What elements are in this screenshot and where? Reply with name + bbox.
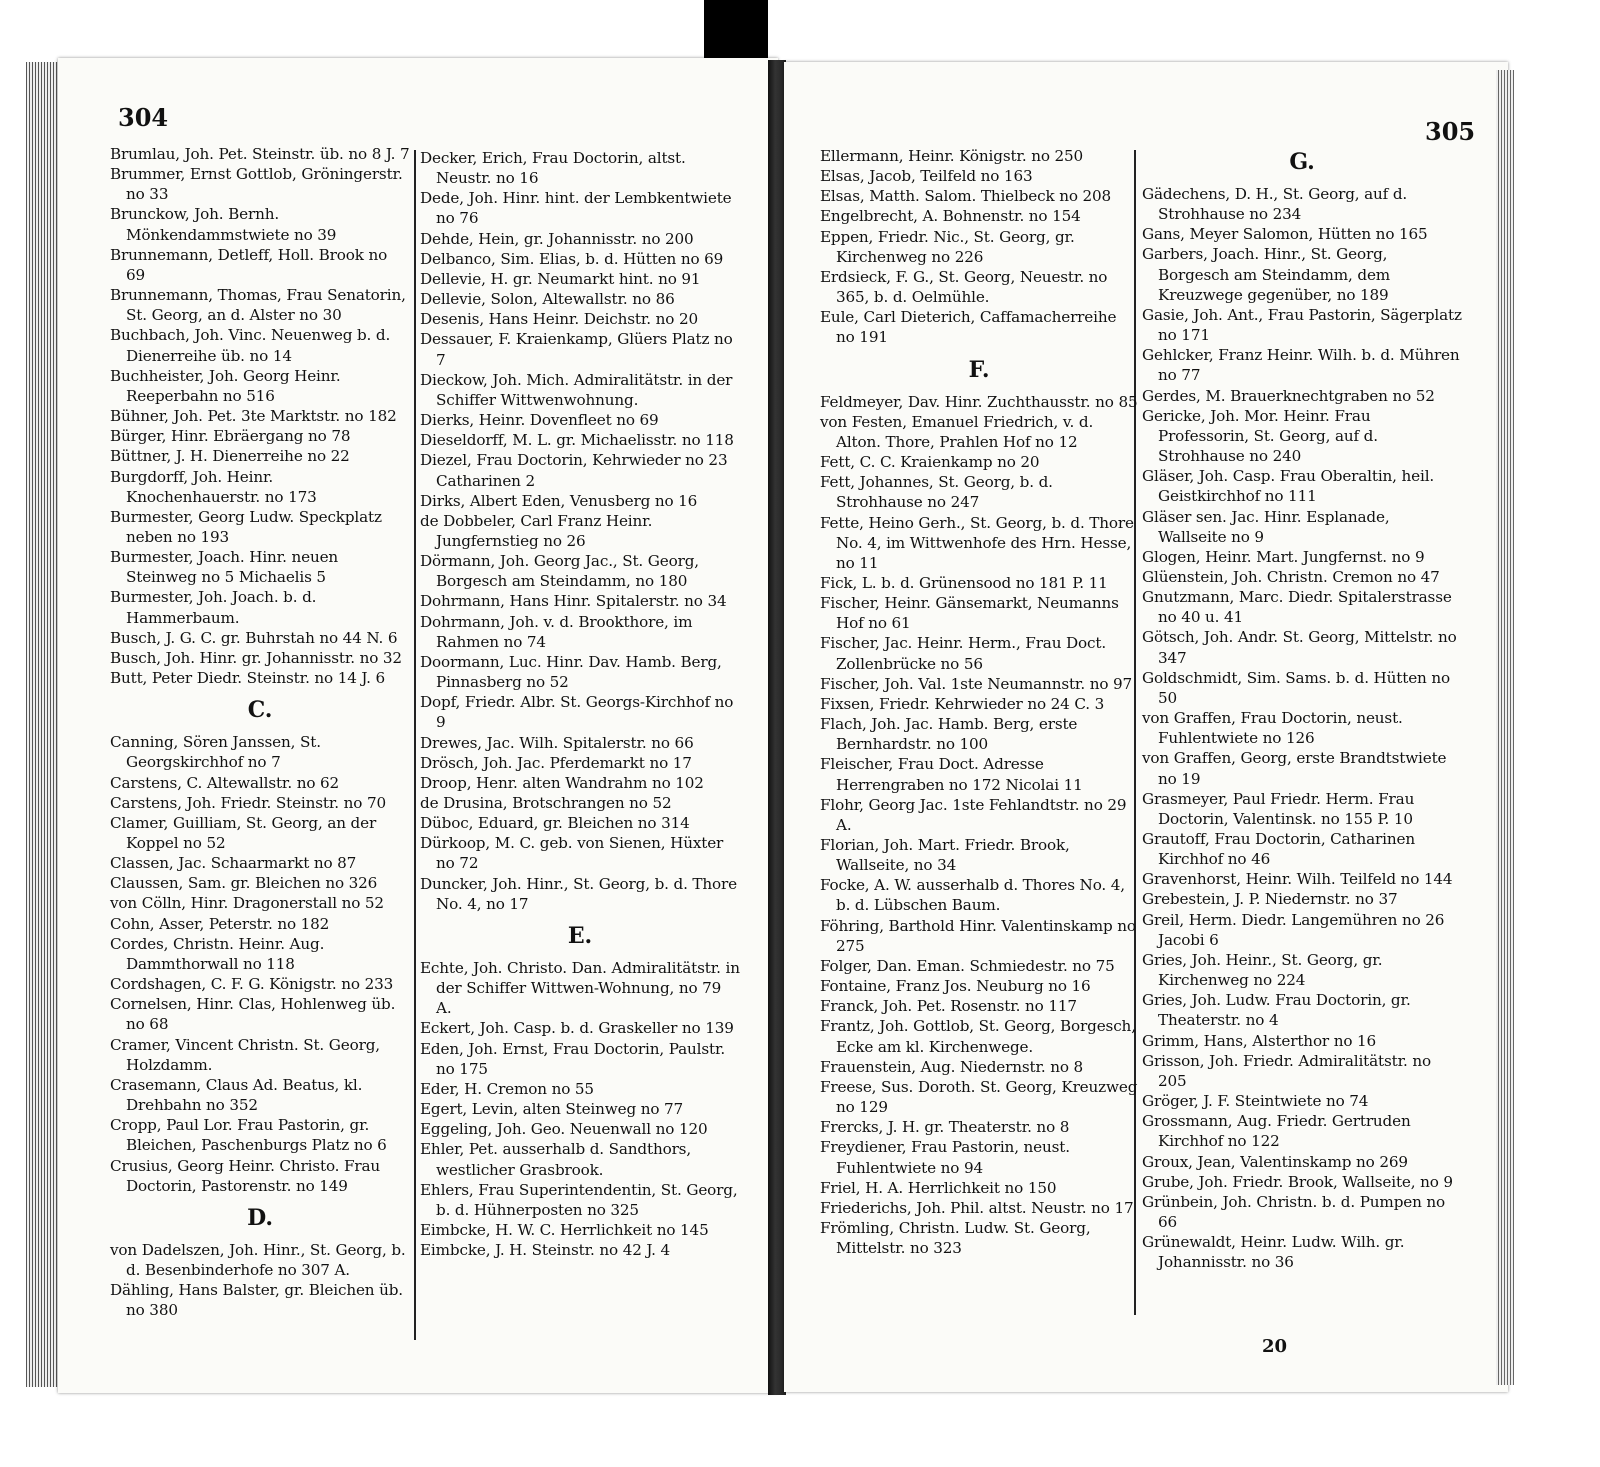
directory-entry: Eule, Carl Dieterich, Caffamacherreihe no 191 [820,308,1117,347]
directory-entry: Gries, Joh. Ludw. Frau Doctorin, gr. Theaterstr. no 4 [1142,991,1411,1030]
directory-entry: Dohrmann, Joh. v. d. Brookthore, im Rahmen no 74 [420,612,693,651]
directory-entry: Egert, Levin, alten Steinweg no 77 [420,1100,684,1119]
directory-entry: Fleischer, Frau Doct. Adresse Herrengraben no 172 Nicolai 11 [820,755,1083,794]
directory-entry: von Festen, Emanuel Friedrich, v. d. Alton. Thore, Prahlen Hof no 12 [820,412,1094,451]
directory-entry: Classen, Jac. Schaarmarkt no 87 [110,854,357,873]
directory-entry: Greil, Herm. Diedr. Langemühren no 26 Jacobi 6 [1142,910,1445,949]
directory-entry: Burmester, Joh. Joach. b. d. Hammerbaum. [110,588,317,627]
directory-entry: Föhring, Barthold Hinr. Valentinskamp no 275 [820,916,1136,955]
directory-entry: Eggeling, Joh. Geo. Neuenwall no 120 [420,1120,708,1139]
directory-entry: Burmester, Georg Ludw. Speckplatz neben no 193 [110,507,382,546]
directory-entry: Götsch, Joh. Andr. St. Georg, Mittelstr. no 347 [1142,628,1457,667]
directory-entry: Eppen, Friedr. Nic., St. Georg, gr. Kirchenweg no 226 [820,227,1075,266]
directory-entry: Clamer, Guilliam, St. Georg, an der Koppel no 52 [110,813,377,852]
directory-entry: Fischer, Jac. Heinr. Herm., Frau Doct. Zollenbrücke no 56 [820,634,1107,673]
directory-entry: Dohrmann, Hans Hinr. Spitalerstr. no 34 [420,592,727,611]
right-column-2-entries [1142,184,1462,1272]
directory-entry: Eimbcke, J. H. Steinstr. no 42 J. 4 [420,1241,671,1260]
directory-entry: Decker, Erich, Frau Doctorin, altst. Neustr. no 16 [420,149,686,188]
directory-entry: Dieseldorff, M. L. gr. Michaelisstr. no 118 [420,431,734,450]
directory-entry: Goldschmidt, Sim. Sams. b. d. Hütten no 50 [1142,668,1450,707]
directory-entry: Crasemann, Claus Ad. Beatus, kl. Drehbahn no 352 [110,1075,363,1115]
directory-entry: Buchbach, Joh. Vinc. Neuenweg b. d. Dienerreihe üb. no 14 [110,326,391,365]
directory-entry: Flohr, Georg Jac. 1ste Fehlandtstr. no 29 A. [820,795,1127,834]
directory-entry: Dähling, Hans Balster, gr. Bleichen üb. no 380 [110,1281,403,1320]
directory-entry: Cordes, Christn. Heinr. Aug. Dammthorwall no 118 [110,934,325,973]
directory-entry: Bürger, Hinr. Ebräergang no 78 [110,427,351,446]
section-letter: F. [968,356,990,383]
directory-entry: Gravenhorst, Heinr. Wilh. Teilfeld no 144 [1142,870,1453,889]
directory-entry: Grasmeyer, Paul Friedr. Herm. Frau Doctorin, Valentinsk. no 155 P. 10 [1142,789,1415,828]
directory-entry: Garbers, Joach. Hinr., St. Georg, Borgesch am Steindamm, dem Kreuzwege gegenüber, no 189 [1142,245,1391,304]
directory-entry: Butt, Peter Diedr. Steinstr. no 14 J. 6 [110,669,386,688]
directory-entry: Feldmeyer, Dav. Hinr. Zuchthausstr. no 85 [820,392,1138,411]
directory-entry: Gädechens, D. H., St. Georg, auf d. Strohhause no 234 [1142,185,1408,224]
directory-entry: Duncker, Joh. Hinr., St. Georg, b. d. Thore No. 4, no 17 [420,874,737,913]
directory-entry: Focke, A. W. ausserhalb d. Thores No. 4, b. d. Lübschen Baum. [820,876,1125,915]
section-letter: D. [247,1204,273,1231]
directory-entry: Dellevie, H. gr. Neumarkt hint. no 91 [420,269,701,288]
directory-entry: Brumlau, Joh. Pet. Steinstr. üb. no 8 J. 7 [110,145,410,163]
directory-entry: Diezel, Frau Doctorin, Kehrwieder no 23 Catharinen 2 [420,451,728,490]
directory-entry: Dürkoop, M. C. geb. von Sienen, Hüxter no 72 [420,834,724,873]
directory-entry: Claussen, Sam. gr. Bleichen no 326 [110,874,378,893]
directory-entry: Elsas, Matth. Salom. Thielbeck no 208 [820,187,1112,206]
directory-entry: Desenis, Hans Heinr. Deichstr. no 20 [420,310,698,329]
directory-entry: Dierks, Heinr. Dovenfleet no 69 [420,411,659,430]
right-page-number: 305 [1425,117,1476,146]
directory-entry: Brummer, Ernst Gottlob, Gröningerstr. no 33 [110,165,403,204]
directory-entry: Grünbein, Joh. Christn. b. d. Pumpen no 66 [1142,1192,1446,1231]
directory-entry: von Cölln, Hinr. Dragonerstall no 52 [110,894,384,913]
directory-entry: Dellevie, Solon, Altewallstr. no 86 [420,290,675,309]
directory-entry: Drösch, Joh. Jac. Pferdemarkt no 17 [420,753,692,772]
directory-entry: Grautoff, Frau Doctorin, Catharinen Kirchhof no 46 [1142,830,1415,869]
directory-entry: Gehlcker, Franz Heinr. Wilh. b. d. Mühren no 77 [1142,346,1460,385]
directory-entry: Brunnemann, Detleff, Holl. Brook no 69 [110,245,388,284]
directory-entry: Gasie, Joh. Ant., Frau Pastorin, Sägerplatz no 171 [1142,305,1462,345]
directory-entry: von Graffen, Georg, erste Brandtstwiete no 19 [1142,749,1447,788]
directory-entry: Freese, Sus. Doroth. St. Georg, Kreuzweg no 129 [820,1077,1138,1117]
directory-entry: Gläser sen. Jac. Hinr. Esplanade, Wallseite no 9 [1142,507,1390,546]
directory-entry: Glogen, Heinr. Mart. Jungfernst. no 9 [1142,547,1425,566]
directory-entry: Fette, Heino Gerh., St. Georg, b. d. Thore No. 4, im Wittwenhofe des Hrn. Hesse, no 11 [820,513,1134,572]
directory-entry: Ehler, Pet. ausserhalb d. Sandthors, westlicher Grasbrook. [420,1140,692,1179]
directory-entry: Ehlers, Frau Superintendentin, St. Georg, b. d. Hühnerposten no 325 [420,1180,738,1219]
directory-entry: Ellermann, Heinr. Königstr. no 250 [820,147,1084,165]
directory-entry: Grube, Joh. Friedr. Brook, Wallseite, no 9 [1142,1172,1453,1191]
directory-entry: Dehde, Hein, gr. Johannisstr. no 200 [420,229,694,248]
directory-entry: Franck, Joh. Pet. Rosenstr. no 117 [820,997,1077,1016]
directory-entry: Fontaine, Franz Jos. Neuburg no 16 [820,977,1091,996]
directory-entry: Fett, Johannes, St. Georg, b. d. Strohhause no 247 [820,473,1053,512]
right-column-1 [820,146,1138,1258]
page-edges-right [1496,70,1514,1385]
directory-entry: de Dobbeler, Carl Franz Heinr. Jungfernstieg no 26 [420,511,653,550]
directory-entry: Dörmann, Joh. Georg Jac., St. Georg, Borgesch am Steindamm, no 180 [420,552,699,591]
directory-entry: Busch, Joh. Hinr. gr. Johannisstr. no 32 [110,648,402,667]
directory-entry: de Drusina, Brotschrangen no 52 [420,794,672,812]
directory-entry: Frömling, Christn. Ludw. St. Georg, Mittelstr. no 323 [820,1218,1091,1258]
directory-entry: Engelbrecht, A. Bohnenstr. no 154 [820,207,1081,226]
directory-entry: Cropp, Paul Lor. Frau Pastorin, gr. Bleichen, Paschenburgs Platz no 6 [110,1116,387,1155]
directory-entry: Grisson, Joh. Friedr. Admiralitätstr. no 205 [1142,1051,1432,1090]
directory-entry: Flach, Joh. Jac. Hamb. Berg, erste Bernhardstr. no 100 [820,715,1078,754]
directory-entry: Grünewaldt, Heinr. Ludw. Wilh. gr. Johannisstr. no 36 [1142,1233,1405,1272]
directory-entry: Folger, Dan. Eman. Schmiedestr. no 75 [820,956,1115,975]
left-column-2 [420,148,740,1260]
directory-entry: Carstens, C. Altewallstr. no 62 [110,773,340,792]
directory-entry: Gröger, J. F. Steintwiete no 74 [1142,1092,1369,1111]
directory-entry: Elsas, Jacob, Teilfeld no 163 [820,167,1033,186]
directory-entry: Delbanco, Sim. Elias, b. d. Hütten no 69 [420,249,724,268]
directory-entry: Bühner, Joh. Pet. 3te Marktstr. no 182 [110,407,397,426]
directory-entry: Eimbcke, H. W. C. Herrlichkeit no 145 [420,1220,709,1239]
directory-entry: Doormann, Luc. Hinr. Dav. Hamb. Berg, Pinnasberg no 52 [420,652,722,692]
directory-entry: Brunnemann, Thomas, Frau Senatorin, St. Georg, an d. Alster no 30 [110,286,406,325]
directory-entry: Frauenstein, Aug. Niedernstr. no 8 [820,1057,1084,1076]
directory-entry: von Dadelszen, Joh. Hinr., St. Georg, b. d. Besenbinderhofe no 307 A. [110,1240,406,1279]
directory-entry: Fischer, Joh. Val. 1ste Neumannstr. no 97 [820,674,1133,693]
directory-entry: Fixsen, Friedr. Kehrwieder no 24 C. 3 [820,694,1105,713]
directory-entry: Gnutzmann, Marc. Diedr. Spitalerstrasse no 40 u. 41 [1142,588,1452,627]
directory-entry: Frercks, J. H. gr. Theaterstr. no 8 [820,1118,1070,1137]
directory-entry: Gericke, Joh. Mor. Heinr. Frau Professorin, St. Georg, auf d. Strohhause no 240 [1142,406,1378,466]
directory-entry: Dieckow, Joh. Mich. Admiralitätstr. in der Schiffer Wittwenwohnung. [420,370,733,409]
directory-entry: Dopf, Friedr. Albr. St. Georgs-Kirchhof no 9 [420,693,734,732]
directory-entry: Cohn, Asser, Peterstr. no 182 [110,914,330,933]
directory-entry: Cordshagen, C. F. G. Königstr. no 233 [110,975,394,994]
directory-entry: Eder, H. Cremon no 55 [420,1079,594,1098]
directory-entry: Gans, Meyer Salomon, Hütten no 165 [1142,225,1428,244]
directory-entry: Brunckow, Joh. Bernh. Mönkendammstwiete no 39 [110,205,337,244]
section-letter-g: G. [1289,149,1315,175]
directory-entry: Carstens, Joh. Friedr. Steinstr. no 70 [110,793,386,812]
directory-entry: Fischer, Heinr. Gänsemarkt, Neumanns Hof no 61 [820,594,1119,633]
section-letter: C. [247,697,273,724]
directory-entry: Glüenstein, Joh. Christn. Cremon no 47 [1142,567,1440,586]
directory-entry: Dirks, Albert Eden, Venusberg no 16 [420,491,698,510]
right-column-2 [1142,146,1462,1272]
directory-entry: Groux, Jean, Valentinskamp no 269 [1142,1152,1408,1171]
directory-entry: Burgdorff, Joh. Heinr. Knochenhauerstr. no 173 [110,467,317,506]
directory-entry: Düboc, Eduard, gr. Bleichen no 314 [420,814,690,833]
directory-entry: Gläser, Joh. Casp. Frau Oberaltin, heil. Geistkirchhof no 111 [1142,467,1435,506]
directory-entry: Frantz, Joh. Gottlob, St. Georg, Borgesch, Ecke am kl. Kirchenwege. [820,1017,1136,1056]
directory-entry: Cramer, Vincent Christn. St. Georg, Holzdamm. [110,1035,380,1074]
directory-entry: Crusius, Georg Heinr. Christo. Frau Doctorin, Pastorenstr. no 149 [110,1156,381,1195]
directory-entry: Florian, Joh. Mart. Friedr. Brook, Wallseite, no 34 [820,836,1070,875]
column-rule-left [414,150,416,1340]
directory-entry: von Graffen, Frau Doctorin, neust. Fuhlentwiete no 126 [1142,709,1403,748]
directory-entry: Cornelsen, Hinr. Clas, Hohlenweg üb. no 68 [110,995,396,1034]
directory-entry: Büttner, J. H. Dienerreihe no 22 [110,447,350,466]
directory-entry: Erdsieck, F. G., St. Georg, Neuestr. no 365, b. d. Oelmühle. [820,267,1108,307]
directory-entry: Grimm, Hans, Alsterthor no 16 [1142,1031,1377,1050]
directory-entry: Grebestein, J. P. Niedernstr. no 37 [1142,890,1398,909]
directory-entry: Burmester, Joach. Hinr. neuen Steinweg no 5 Michaelis 5 [110,548,339,587]
directory-entry: Drewes, Jac. Wilh. Spitalerstr. no 66 [420,733,694,752]
directory-entry: Canning, Sören Janssen, St. Georgskirchhof no 7 [110,733,321,772]
directory-entry: Dessauer, F. Kraienkamp, Glüers Platz no 7 [420,330,733,369]
directory-entry: Freydiener, Frau Pastorin, neust. Fuhlentwiete no 94 [820,1138,1070,1177]
directory-entry: Dede, Joh. Hinr. hint. der Lembkentwiete no 76 [420,189,732,228]
directory-entry: Eckert, Joh. Casp. b. d. Graskeller no 139 [420,1019,734,1038]
directory-entry: Gries, Joh. Heinr., St. Georg, gr. Kirchenweg no 224 [1142,950,1383,990]
directory-entry: Gerdes, M. Brauerknechtgraben no 52 [1142,386,1435,405]
left-column-1 [110,144,410,1320]
page-edges-left [26,62,62,1387]
directory-entry: Buchheister, Joh. Georg Heinr. Reeperbahn no 516 [110,366,341,405]
directory-entry: Fick, L. b. d. Grünensood no 181 P. 11 [820,573,1108,592]
signature-mark: 20 [1262,1336,1288,1357]
directory-entry: Eden, Joh. Ernst, Frau Doctorin, Paulstr. no 175 [420,1039,726,1078]
directory-entry: Fett, C. C. Kraienkamp no 20 [820,453,1040,472]
directory-entry: Friel, H. A. Herrlichkeit no 150 [820,1178,1057,1197]
left-page-number: 304 [118,103,169,132]
section-letter: E. [567,922,593,949]
directory-entry: Echte, Joh. Christo. Dan. Admiralitätstr. in der Schiffer Wittwen-Wohnung, no 79 A. [420,958,740,1018]
directory-entry: Busch, J. G. C. gr. Buhrstah no 44 N. 6 [110,628,398,647]
directory-entry: Grossmann, Aug. Friedr. Gertruden Kirchhof no 122 [1142,1112,1411,1151]
directory-entry: Droop, Henr. alten Wandrahm no 102 [420,773,704,792]
directory-entry: Friederichs, Joh. Phil. altst. Neustr. no 17 [820,1198,1134,1217]
